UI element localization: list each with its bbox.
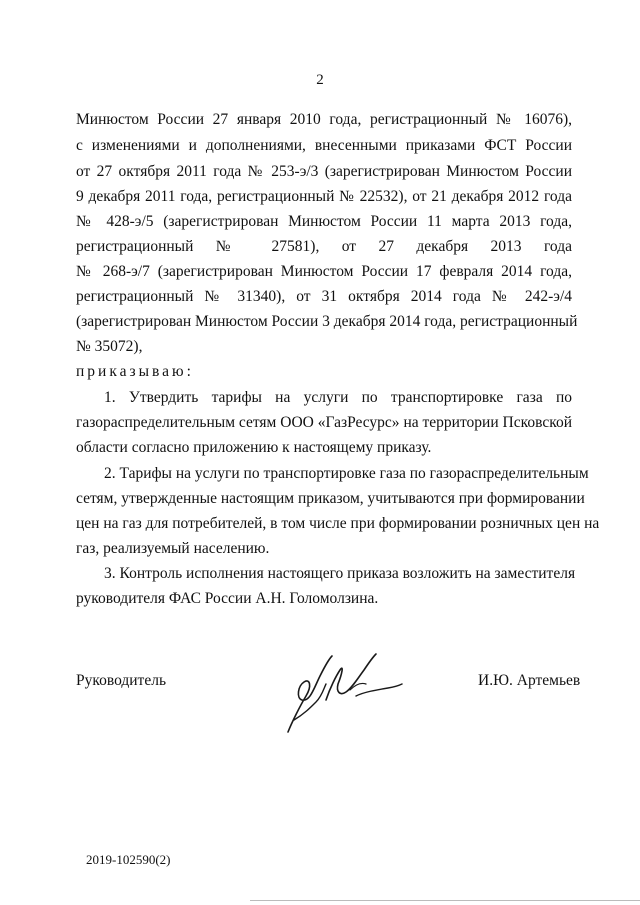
intro-line: № 428-э/5 (зарегистрирован Минюстом России 11 марта 2013 года, [76, 213, 572, 230]
intro-line: от 27 октября 2011 года № 253-э/3 (зарегистрирован Минюстом России [76, 163, 572, 180]
scan-edge-divider [250, 900, 640, 901]
signer-name: И.Ю. Артемьев [478, 672, 581, 689]
intro-line: (зарегистрирован Минюстом России 3 декабря 2014 года, регистрационный [76, 313, 578, 330]
order-word: приказываю: [76, 363, 194, 380]
handwritten-signature-icon [280, 648, 410, 738]
item-2-line: 2. Тарифы на услуги по транспортировке газа по газораспределительным [104, 465, 589, 482]
intro-line: регистрационный № 31340), от 31 октября 2014 года № 242-э/4 [76, 288, 572, 305]
intro-line: регистрационный № 27581), от 27 декабря 2013 года [76, 238, 572, 255]
item-3-line: 3. Контроль исполнения настоящего приказа возложить на заместителя [104, 565, 576, 582]
signer-role: Руководитель [76, 672, 167, 689]
intro-line: 9 декабря 2011 года, регистрационный № 22532), от 21 декабря 2012 года [76, 188, 572, 205]
item-1-line: 1. Утвердить тарифы на услуги по транспортировке газа по [104, 389, 572, 406]
item-2-line: цен на газ для потребителей, в том числе при формировании розничных цен на [76, 515, 600, 532]
item-3-line: руководителя ФАС России А.Н. Голомолзина. [76, 590, 379, 607]
intro-line: № 268-э/7 (зарегистрирован Минюстом России 17 февраля 2014 года, [76, 263, 572, 280]
document-code: 2019-102590(2) [86, 852, 171, 867]
page-number: 2 [316, 72, 324, 88]
intro-line: № 35072), [76, 338, 143, 355]
item-1-line: области согласно приложению к настоящему приказу. [76, 439, 432, 456]
item-2-line: газ, реализуемый населению. [76, 540, 270, 557]
item-1-line: газораспределительным сетям ООО «ГазРесурс» на территории Псковской [76, 414, 572, 431]
intro-line: Минюстом России 27 января 2010 года, регистрационный № 16076), [76, 111, 572, 128]
intro-line: с изменениями и дополнениями, внесенными приказами ФСТ России [76, 137, 572, 154]
item-2-line: сетям, утвержденные настоящим приказом, учитываются при формировании [76, 490, 585, 507]
